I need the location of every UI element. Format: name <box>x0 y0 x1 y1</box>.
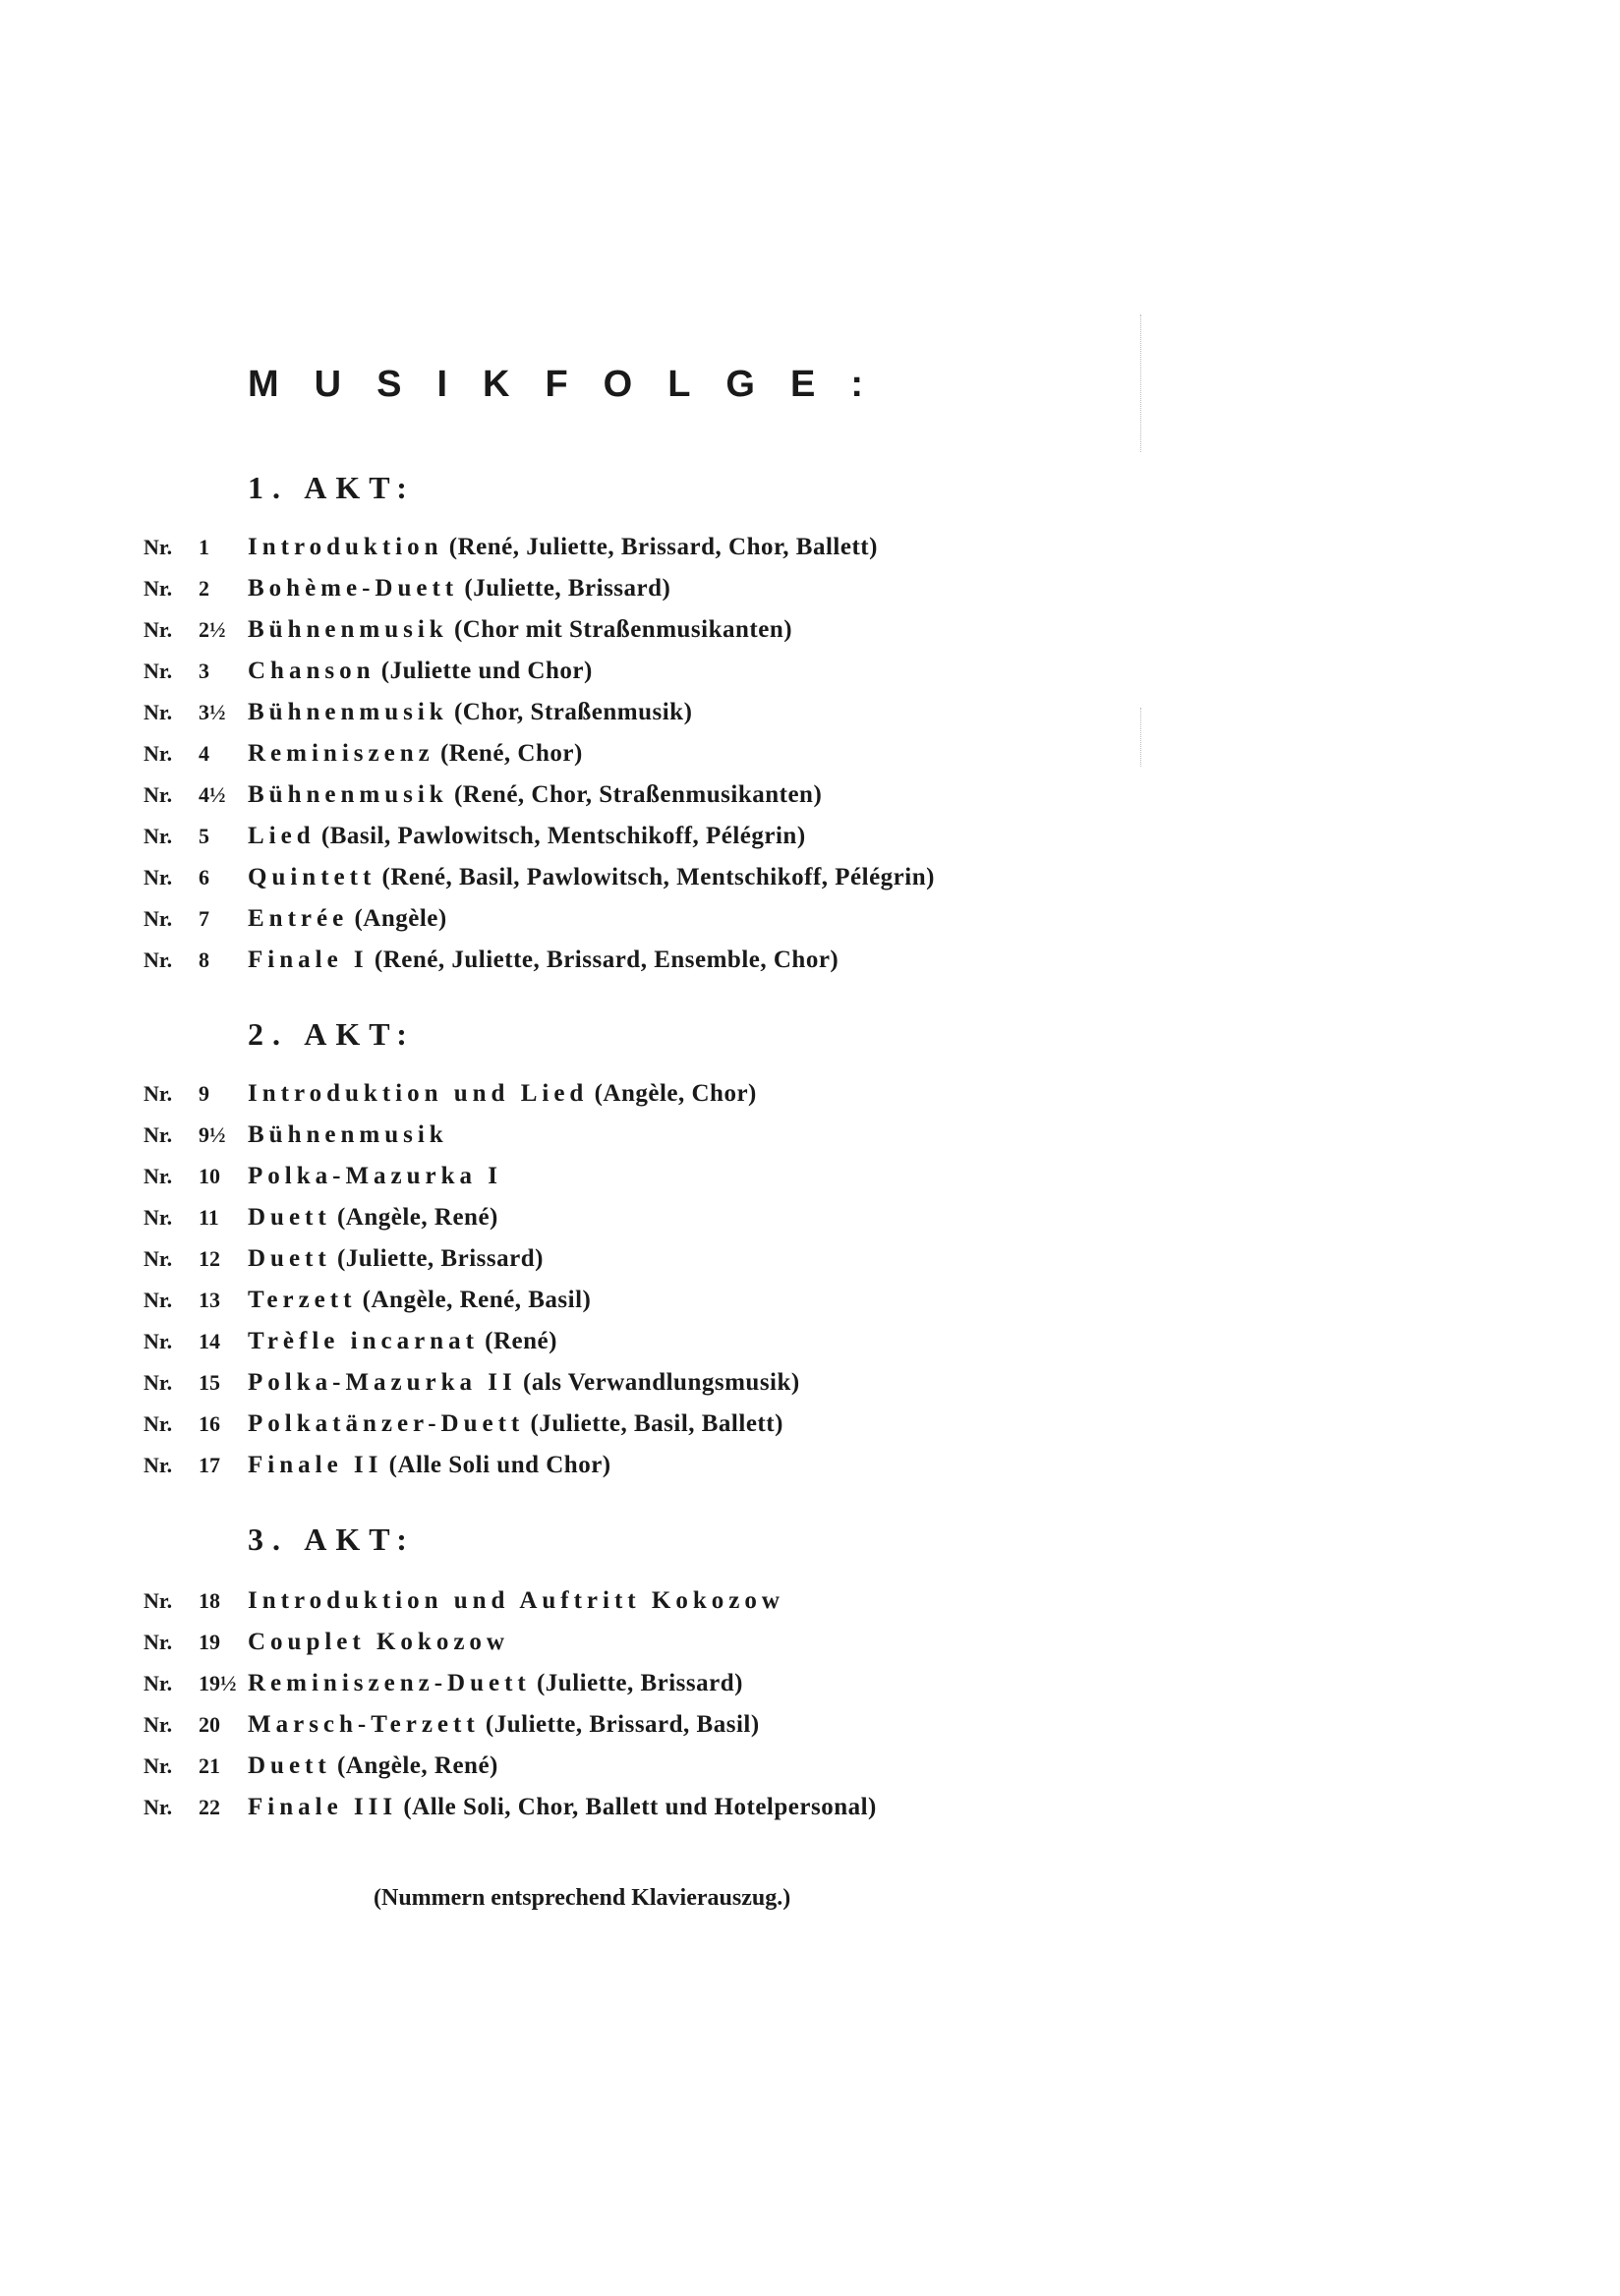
entry-cast: (Juliette, Basil, Ballett) <box>530 1410 783 1437</box>
footnote: (Nummern entsprechend Klavierauszug.) <box>374 1885 791 1911</box>
entry-nr-label: Nr. <box>144 824 173 848</box>
entry-cast: (Alle Soli, Chor, Ballett und Hotelpersonal) <box>403 1794 877 1820</box>
entry-cast: (Basil, Pawlowitsch, Mentschikoff, Pélégrin) <box>320 823 806 849</box>
entry-number: 2½ <box>199 617 226 642</box>
list-item <box>0 692 1620 733</box>
entry-cast: (Angèle, René, Basil) <box>362 1287 592 1313</box>
list-item <box>0 816 1620 857</box>
entry-text <box>248 733 583 775</box>
entry-number: 10 <box>199 1164 220 1188</box>
entry-text <box>248 1115 448 1156</box>
entry-text <box>248 1156 502 1197</box>
entry-number: 11 <box>199 1205 219 1230</box>
list-item <box>0 1704 1620 1746</box>
entry-number: 6 <box>199 865 209 890</box>
entry-piece-title: Bohème-Duett <box>248 575 459 602</box>
entry-text <box>248 1445 611 1486</box>
entry-number: 4 <box>199 741 209 766</box>
entry-text <box>248 898 447 940</box>
entry-piece-title: Reminiszenz-Duett <box>248 1670 531 1696</box>
list-item <box>0 775 1620 816</box>
list-item <box>0 940 1620 981</box>
list-item <box>0 1073 1620 1115</box>
entry-nr-label: Nr. <box>144 1712 173 1737</box>
entry-nr-label: Nr. <box>144 865 173 890</box>
entry-piece-title: Bühnenmusik <box>248 781 448 808</box>
entry-cast: (Juliette, Brissard) <box>464 575 671 602</box>
entry-piece-title: Bühnenmusik <box>248 1121 448 1148</box>
entry-nr-label: Nr. <box>144 617 173 642</box>
entry-nr-label: Nr. <box>144 947 173 972</box>
entry-number: 18 <box>199 1588 220 1613</box>
entry-number: 3½ <box>199 700 226 724</box>
entry-cast: (Angèle, René) <box>336 1752 498 1779</box>
entry-piece-title: Terzett <box>248 1287 357 1313</box>
entry-piece-title: Duett <box>248 1245 331 1272</box>
list-item <box>0 1197 1620 1238</box>
entry-text <box>248 1362 800 1404</box>
entry-number: 22 <box>199 1795 220 1819</box>
entry-number: 20 <box>199 1712 220 1737</box>
entry-nr-label: Nr. <box>144 741 173 766</box>
list-item <box>0 1362 1620 1404</box>
entry-number: 3 <box>199 659 209 683</box>
act-3-heading: 3. AKT: <box>248 1521 416 1557</box>
entry-text <box>248 1280 591 1321</box>
entry-number: 21 <box>199 1753 220 1778</box>
entry-nr-label: Nr. <box>144 1671 173 1695</box>
entry-number: 2 <box>199 576 209 601</box>
list-item <box>0 1622 1620 1663</box>
list-item <box>0 1663 1620 1704</box>
entry-number: 16 <box>199 1411 220 1436</box>
entry-text <box>248 692 692 733</box>
entry-text <box>248 1073 757 1115</box>
entry-piece-title: Reminiszenz <box>248 740 434 767</box>
entry-cast: (René, Juliette, Brissard, Ensemble, Chor) <box>374 947 839 973</box>
entry-nr-label: Nr. <box>144 1081 173 1106</box>
entry-text <box>248 1404 783 1445</box>
entry-text <box>248 1238 544 1280</box>
entry-piece-title: Finale I <box>248 947 369 973</box>
entry-number: 1 <box>199 535 209 559</box>
entry-piece-title: Duett <box>248 1752 331 1779</box>
entry-cast: (René, Basil, Pawlowitsch, Mentschikoff, Pélégrin) <box>381 864 935 890</box>
list-item <box>0 1280 1620 1321</box>
entry-cast: (Juliette, Brissard) <box>536 1670 743 1696</box>
entry-nr-label: Nr. <box>144 1370 173 1395</box>
entry-nr-label: Nr. <box>144 1453 173 1477</box>
entry-nr-label: Nr. <box>144 1630 173 1654</box>
entry-nr-label: Nr. <box>144 659 173 683</box>
entry-piece-title: Marsch-Terzett <box>248 1711 480 1738</box>
entry-number: 8 <box>199 947 209 972</box>
list-item <box>0 857 1620 898</box>
entry-number: 17 <box>199 1453 220 1477</box>
entry-nr-label: Nr. <box>144 906 173 931</box>
entry-nr-label: Nr. <box>144 1164 173 1188</box>
entry-piece-title: Finale III <box>248 1794 398 1820</box>
entry-text <box>248 857 935 898</box>
entry-cast: (als Verwandlungsmusik) <box>523 1369 800 1396</box>
entry-text <box>248 527 878 568</box>
list-item <box>0 609 1620 651</box>
entry-text <box>248 775 822 816</box>
list-item <box>0 1787 1620 1828</box>
entry-text <box>248 609 792 651</box>
entry-piece-title: Couplet Kokozow <box>248 1629 509 1655</box>
entry-number: 5 <box>199 824 209 848</box>
list-item <box>0 568 1620 609</box>
entry-nr-label: Nr. <box>144 576 173 601</box>
entry-piece-title: Polkatänzer-Duett <box>248 1410 525 1437</box>
list-item <box>0 1238 1620 1280</box>
entry-nr-label: Nr. <box>144 535 173 559</box>
entry-text <box>248 1580 784 1622</box>
entry-piece-title: Introduktion und Lied <box>248 1080 589 1107</box>
entry-cast: (René, Chor, Straßenmusikanten) <box>453 781 823 808</box>
entry-piece-title: Chanson <box>248 658 376 684</box>
entry-number: 12 <box>199 1246 220 1271</box>
entry-piece-title: Polka-Mazurka II <box>248 1369 517 1396</box>
entry-piece-title: Bühnenmusik <box>248 699 448 725</box>
list-item <box>0 1115 1620 1156</box>
entry-text <box>248 1704 760 1746</box>
entry-text <box>248 940 839 981</box>
entry-text <box>248 651 593 692</box>
entry-piece-title: Introduktion und Auftritt Kokozow <box>248 1587 784 1614</box>
act-2-heading: 2. AKT: <box>248 1016 416 1052</box>
entry-nr-label: Nr. <box>144 1122 173 1147</box>
entry-cast: (René, Chor) <box>439 740 583 767</box>
entry-nr-label: Nr. <box>144 1329 173 1353</box>
entry-text <box>248 816 806 857</box>
list-item <box>0 733 1620 775</box>
entry-number: 9½ <box>199 1122 226 1147</box>
entry-number: 19 <box>199 1630 220 1654</box>
entry-cast: (Alle Soli und Chor) <box>388 1452 611 1478</box>
entry-text <box>248 1622 509 1663</box>
entry-piece-title: Lied <box>248 823 316 849</box>
entry-piece-title: Duett <box>248 1204 331 1231</box>
entry-cast: (Chor mit Straßenmusikanten) <box>453 616 793 643</box>
entry-cast: (René, Juliette, Brissard, Chor, Ballett) <box>448 534 878 560</box>
entry-cast: (Juliette, Brissard) <box>336 1245 544 1272</box>
entry-number: 13 <box>199 1288 220 1312</box>
entry-number: 7 <box>199 906 209 931</box>
entry-piece-title: Polka-Mazurka I <box>248 1163 503 1189</box>
entry-cast: (Juliette und Chor) <box>380 658 593 684</box>
entry-piece-title: Bühnenmusik <box>248 616 448 643</box>
act-1-heading: 1. AKT: <box>248 470 416 505</box>
entry-nr-label: Nr. <box>144 1288 173 1312</box>
entry-cast: (Chor, Straßenmusik) <box>453 699 693 725</box>
entry-piece-title: Finale II <box>248 1452 383 1478</box>
entry-cast: (Angèle, Chor) <box>594 1080 757 1107</box>
entry-nr-label: Nr. <box>144 700 173 724</box>
entry-piece-title: Introduktion <box>248 534 443 560</box>
entry-number: 14 <box>199 1329 220 1353</box>
entry-cast: (Angèle, René) <box>336 1204 498 1231</box>
entry-nr-label: Nr. <box>144 782 173 807</box>
list-item <box>0 651 1620 692</box>
entry-nr-label: Nr. <box>144 1411 173 1436</box>
entry-number: 15 <box>199 1370 220 1395</box>
entry-number: 9 <box>199 1081 209 1106</box>
entry-nr-label: Nr. <box>144 1753 173 1778</box>
entry-cast: (Juliette, Brissard, Basil) <box>485 1711 760 1738</box>
entry-cast: (René) <box>485 1328 557 1354</box>
list-item <box>0 1404 1620 1445</box>
list-item <box>0 1321 1620 1362</box>
entry-text <box>248 1746 498 1787</box>
entry-piece-title: Trèfle incarnat <box>248 1328 479 1354</box>
list-item <box>0 527 1620 568</box>
entry-piece-title: Entrée <box>248 905 349 932</box>
entry-cast: (Angèle) <box>354 905 447 932</box>
entry-text <box>248 1787 877 1828</box>
list-item <box>0 1746 1620 1787</box>
entry-text <box>248 568 670 609</box>
entry-text <box>248 1321 557 1362</box>
entry-text <box>248 1197 498 1238</box>
list-item <box>0 898 1620 940</box>
list-item <box>0 1580 1620 1622</box>
entry-text <box>248 1663 743 1704</box>
entry-number: 4½ <box>199 782 226 807</box>
entry-nr-label: Nr. <box>144 1588 173 1613</box>
page-title: MUSIKFOLGE: <box>248 364 898 405</box>
entry-nr-label: Nr. <box>144 1205 173 1230</box>
list-item <box>0 1156 1620 1197</box>
entry-piece-title: Quintett <box>248 864 376 890</box>
entry-number: 19½ <box>199 1671 237 1695</box>
margin-dots <box>1140 315 1142 452</box>
entry-nr-label: Nr. <box>144 1246 173 1271</box>
list-item <box>0 1445 1620 1486</box>
entry-nr-label: Nr. <box>144 1795 173 1819</box>
